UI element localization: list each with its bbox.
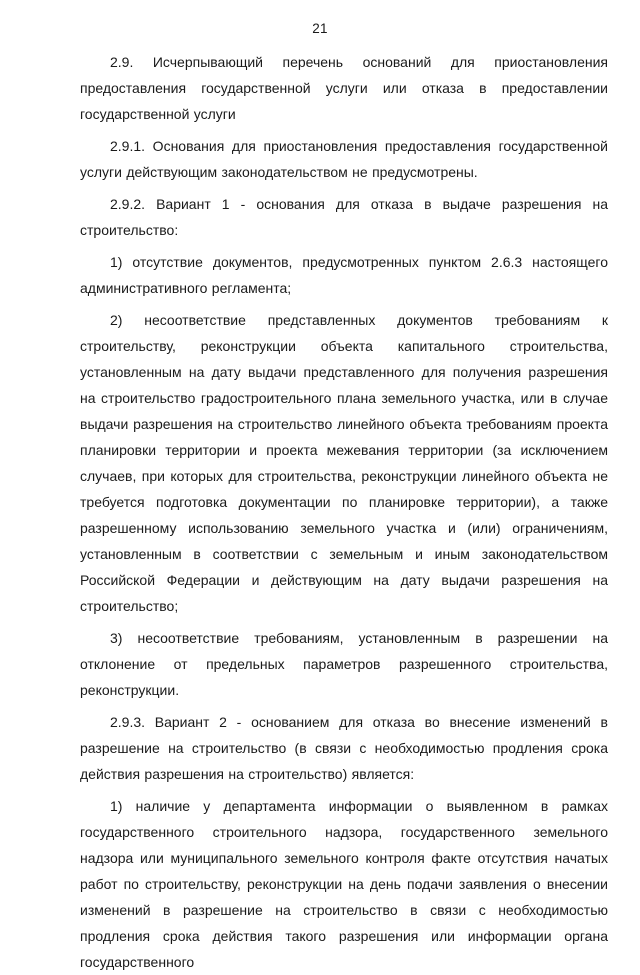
section-2-9-1-paragraph: 2.9.1. Основания для приостановления предоставления государственной услуги действующим законодательством не предусмотрены. [80,138,608,180]
page-number: 21 [312,21,328,36]
section-2-9-heading: 2.9. Исчерпывающий перечень оснований для приостановления предоставления государственной услуги или отказа в предоставлении государственной услуги [80,54,608,122]
section-2-9-2-paragraph: 2.9.2. Вариант 1 - основания для отказа в выдаче разрешения на строительство: [80,196,608,238]
list-item-1-variant-2: 1) наличие у департамента информации о выявленном в рамках государственного строительного надзора, государственного земельного надзора или муниципального земельного контроля факте отсутствия начатых работ по строительству, реконструкции на день подачи заявления о внесении изменений в разрешение на строительство в связи с необходимостью продления срока действия такого разрешения или информации органа государственного [80,798,608,970]
document-body [80,49,608,975]
section-2-9-3-paragraph: 2.9.3. Вариант 2 - основанием для отказа во внесение изменений в разрешение на строительство (в связи с необходимостью продления срока действия разрешения на строительство) является: [80,714,608,782]
list-item-1: 1) отсутствие документов, предусмотренных пунктом 2.6.3 настоящего административного регламента; [80,254,608,296]
list-item-3: 3) несоответствие требованиям, установленным в разрешении на отклонение от предельных параметров разрешенного строительства, реконструкции. [80,630,608,698]
list-item-2: 2) несоответствие представленных документов требованиям к строительству, реконструкции объекта капитального строительства, установленным на дату выдачи представленного для получения разрешения на строительство градостроительного плана земельного участка, или в случае выдачи разрешения на строительство линейного объекта требованиям проекта планировки территории и проекта межевания территории (за исключением случаев, при которых для строительства, реконструкции линейного объекта не требуется подготовка документации по планировке территории), а также разрешенному использованию земельного участка и (или) ограничениям, установленным в соответствии с земельным и иным законодательством Российской Федерации и действующим на дату выдачи разрешения на строительство; [80,312,608,614]
